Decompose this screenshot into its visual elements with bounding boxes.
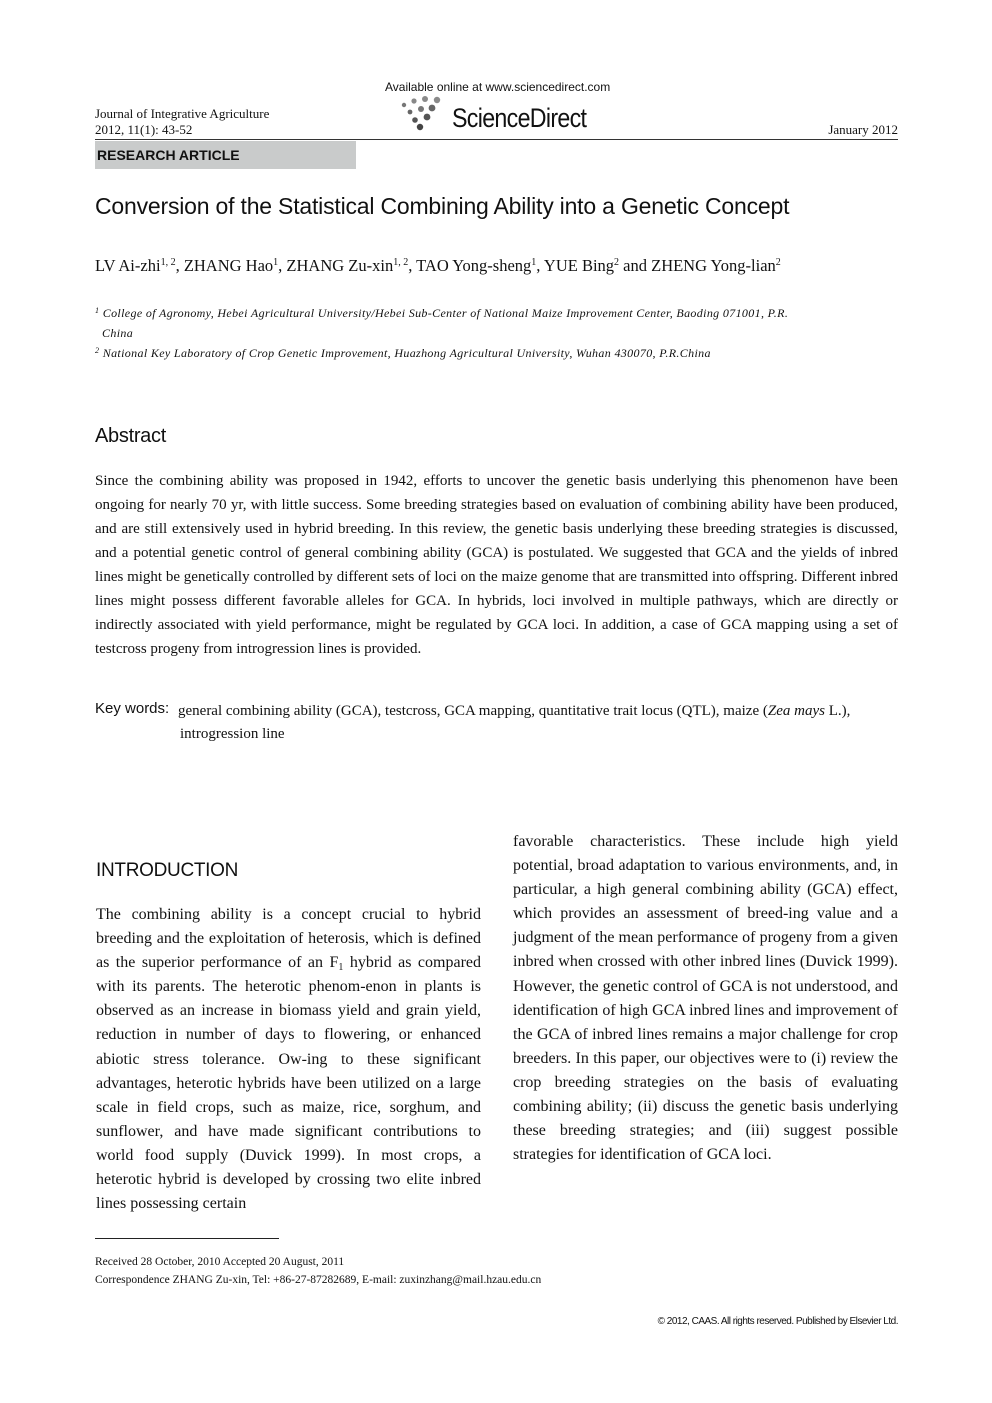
logo-dot [429, 105, 436, 112]
author-separator: , [278, 256, 287, 275]
keywords-text [178, 700, 898, 746]
affiliation-2 [95, 343, 898, 363]
logo-dot [424, 114, 431, 121]
author-name: ZHANG Zu-xin [286, 256, 394, 275]
author-separator: , [408, 256, 417, 275]
keywords-part: general combining ability (GCA), testcross, GCA mapping, quantitative trait locus (QTL), maize ( [178, 703, 768, 719]
author-name: LV Ai-zhi [95, 256, 161, 275]
received-accepted-dates: Received 28 October, 2010 Accepted 20 August, 2011 [95, 1256, 345, 1268]
introduction-column-2: favorable characteristics. These include high yield potential, broad adaptation to various environments, and, in particular, a high general combining ability (GCA) effect, which provides an assessment of breed-ing value and a judgment of the mean performance of progeny from a given inbred when crossed with other inbred lines (Duvick 1999). However, the genetic control of GCA is not understood, and identification of high GCA inbred lines and improvement of the GCA of inbred lines remains a major challenge for crop breeders. In this paper, our objectives were to (i) review the crop breeding strategies on the basis of evaluating combining ability; (ii) discuss the genetic basis underlying these breeding strategies; and (iii) suggest possible strategies for identification of GCA loci. [513, 833, 898, 1164]
introduction-heading: INTRODUCTION [96, 860, 239, 881]
article-title: Conversion of the Statistical Combining Ability into a Genetic Concept [95, 193, 790, 219]
affiliation-1 [95, 303, 898, 343]
introduction-column-1 [96, 903, 481, 1216]
author-separator: , [175, 256, 184, 275]
footnote-rule [95, 1238, 279, 1239]
affiliation-text-continued: China [102, 326, 134, 340]
keywords-species: Zea mays [767, 703, 825, 719]
author-affiliation-marker: 1 [273, 257, 279, 268]
logo-dot [402, 103, 406, 107]
journal-volume: 2012, 11(1): 43-52 [95, 122, 193, 137]
author-separator: and [619, 256, 652, 275]
keywords-part-continued: introgression line [180, 726, 285, 742]
author-separator: , [536, 256, 544, 275]
keywords-part: L.), [824, 703, 851, 719]
correspondence-info: Correspondence ZHANG Zu-xin, Tel: +86-27-87282689, E-mail: zuxinzhang@mail.hzau.edu.cn [95, 1274, 542, 1286]
affiliation-number: 2 [95, 346, 100, 355]
author-affiliation-marker: 1, 2 [160, 257, 176, 268]
author-name: YUE Bing [543, 256, 615, 275]
introduction-text: hybrid as compared with its parents. The heterotic phenom-enon in plants is observed as an increase in biomass yield and grain yield, reduction in number of days to flowering, or enhanced abiotic stress tolerance. Ow-ing to these significant advantages, heterotic hybrids have been utilized on a large scale in field crops, such as maize, rice, sorghum, and sunflower, and have made significant contributions to world food supply (Duvick 1999). In most crops, a heterotic hybrid is developed by crossing two elite inbred lines possessing certain [96, 954, 482, 1213]
author-affiliation-marker: 1, 2 [393, 257, 409, 268]
affiliation-text: National Key Laboratory of Crop Genetic Improvement, Huazhong Agricultural University, Wuhan 430070, P.R.China [102, 346, 711, 360]
affiliation-text: College of Agronomy, Hebei Agricultural University/Hebei Sub-Center of National Maize Improvement Center, Baoding 071001, P.R. [102, 306, 789, 320]
logo-dot [418, 106, 424, 112]
author-name: TAO Yong-sheng [416, 256, 532, 275]
available-online-text: Available online at www.sciencedirect.com [385, 80, 611, 94]
author-affiliation-marker: 1 [531, 257, 537, 268]
journal-name: Journal of Integrative Agriculture [95, 106, 270, 121]
header-rule [95, 139, 898, 140]
issue-date: January 2012 [828, 122, 898, 137]
logo-dot [408, 110, 413, 115]
logo-dot [434, 97, 440, 103]
logo-dot [422, 96, 428, 102]
author-affiliation-marker: 2 [614, 257, 620, 268]
abstract-text: Since the combining ability was proposed in 1942, efforts to uncover the genetic basis underlying this phenomenon have been ongoing for nearly 70 yr, with little success. Some breeding strategies based on evaluation of combining ability have been produced, and are still extensively used in hybrid breeding. In this review, the genetic basis underlying these breeding strategies is discussed, and a potential genetic control of general combining ability (GCA) is postulated. We suggested that GCA and the yields of inbred lines might be genetically controlled by different sets of loci on the maize genome that are transmitted into offspring. Different inbred lines might possess different favorable alleles for GCA. In hybrids, loci involved in multiple pathways, which are directly or indirectly associated with yield performance, might be regulated by GCA loci. In addition, a case of GCA mapping using a set of testcross progeny from introgression lines is provided. [95, 473, 898, 657]
copyright-notice: © 2012, CAAS. All rights reserved. Published by Elsevier Ltd. [657, 1316, 898, 1327]
logo-dot [412, 117, 418, 123]
affiliation-number: 1 [95, 306, 100, 315]
author-name: ZHANG Hao [183, 256, 274, 275]
logo-dot [411, 98, 416, 103]
author-name: ZHENG Yong-lian [651, 256, 776, 275]
sciencedirect-wordmark: ScienceDirect [452, 103, 587, 133]
introduction-text: The combining ability is a concept crucial to hybrid breeding and the exploitation of heterosis, which is defined as the superior performance of an F [96, 906, 481, 972]
logo-dot [417, 124, 423, 130]
keywords-label: Key words: [95, 700, 170, 717]
article-type-label: RESEARCH ARTICLE [97, 147, 240, 163]
subscript: 1 [338, 962, 344, 974]
abstract-heading: Abstract [95, 425, 166, 447]
author-affiliation-marker: 2 [775, 257, 781, 268]
author-list [95, 256, 781, 276]
